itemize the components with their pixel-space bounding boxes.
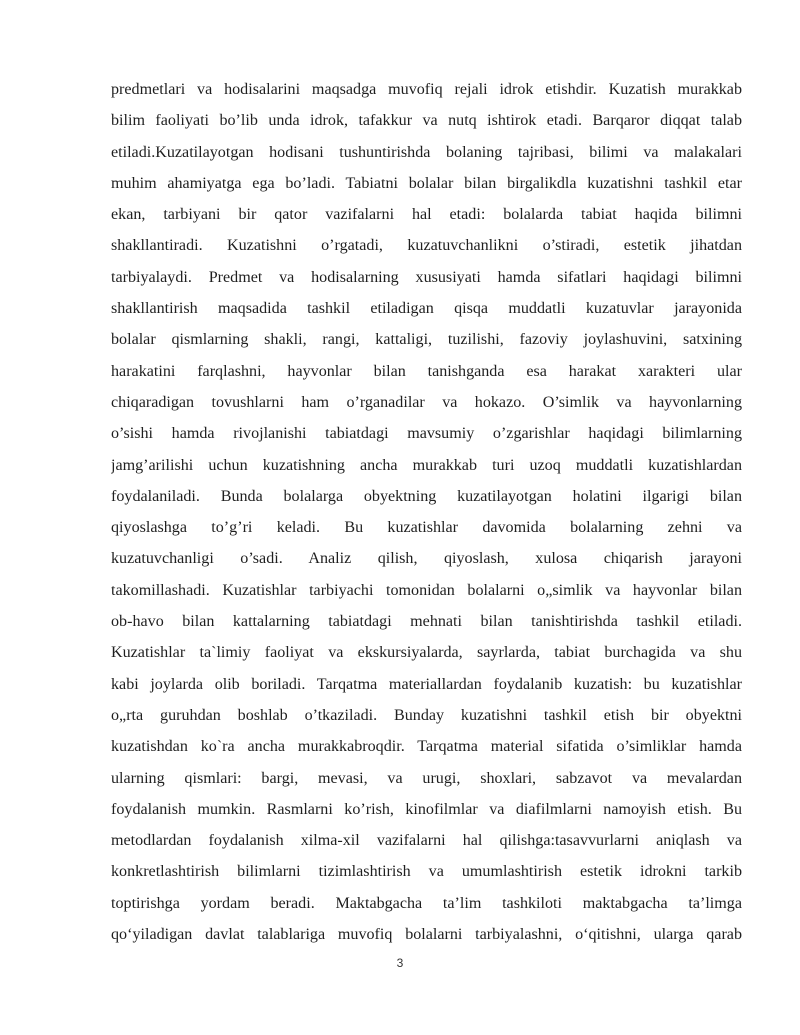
text-line: kuzatuvchanligi o’sadi. Analiz qilish, qiyoslash, xulosa chiqarish jarayoni [111, 550, 742, 568]
text-line: ekan, tarbiyani bir qator vazifalarni hal etadi: bolalarda tabiat haqida bilimni [111, 206, 742, 224]
text-line: bolalar qismlarning shakli, rangi, kattaligi, tuzilishi, fazoviy joylashuvini, satxining [111, 331, 742, 349]
text-line: foydalanish mumkin. Rasmlarni ko’rish, kinofilmlar va diafilmlarni namoyish etish. Bu [111, 800, 742, 818]
text-line: etiladi.Kuzatilayotgan hodisani tushuntirishda bolaning tajribasi, bilimi va malakalari [111, 143, 742, 161]
text-line: tarbiyalaydi. Predmet va hodisalarning xususiyati hamda sifatlari haqidagi bilimni [111, 268, 742, 286]
text-line: kabi joylarda olib boriladi. Tarqatma materiallardan foydalanib kuzatish: bu kuzatishlar [111, 675, 742, 693]
text-line: metodlardan foydalanish xilma-xil vazifalarni hal qilishga:tasavvurlarni aniqlash va [111, 832, 742, 850]
text-line: Kuzatishlar ta`limiy faoliyat va ekskursiyalarda, sayrlarda, tabiat burchagida va shu [111, 644, 742, 662]
text-line: harakatini farqlashni, hayvonlar bilan tanishganda esa harakat xarakteri ular [111, 362, 742, 380]
text-line: shakllantiradi. Kuzatishni o’rgatadi, kuzatuvchanlikni o’stiradi, estetik jihatdan [111, 237, 742, 255]
text-line: ob-havo bilan kattalarning tabiatdagi mehnati bilan tanishtirishda tashkil etiladi. [111, 613, 742, 631]
text-line: takomillashadi. Kuzatishlar tarbiyachi tomonidan bolalarni o„simlik va hayvonlar bilan [111, 581, 742, 599]
body-paragraph [111, 74, 742, 950]
text-line: predmetlari va hodisalarini maqsadga muvofiq rejali idrok etishdir. Kuzatish murakkab [111, 81, 742, 98]
text-line: toptirishga yordam beradi. Maktabgacha ta’lim tashkiloti maktabgacha ta’limga [111, 894, 742, 912]
text-line: o„rta guruhdan boshlab o’tkaziladi. Bunday kuzatishni tashkil etish bir obyektni [111, 706, 742, 724]
text-line: foydalaniladi. Bunda bolalarga obyektning kuzatilayotgan holatini ilgarigi bilan [111, 487, 742, 505]
page-number: 3 [396, 956, 404, 970]
text-line: muhim ahamiyatga ega bo’ladi. Tabiatni bolalar bilan birgalikdla kuzatishni tashkil etar [111, 174, 742, 192]
text-line: jamg’arilishi uchun kuzatishning ancha murakkab turi uzoq muddatli kuzatishlardan [111, 456, 742, 474]
text-line: kuzatishdan ko`ra ancha murakkabroqdir. Tarqatma material sifatida o’simliklar hamda [111, 738, 742, 756]
text-line: bilim faoliyati bo’lib unda idrok, tafakkur va nutq ishtirok etadi. Barqaror diqqat talab [111, 112, 742, 130]
text-line: qiyoslashga to’g’ri keladi. Bu kuzatishlar davomida bolalarning zehni va [111, 519, 742, 537]
text-line: chiqaradigan tovushlarni ham o’rganadilar va hokazo. O’simlik va hayvonlarning [111, 393, 742, 411]
text-line: konkretlashtirish bilimlarni tizimlashtirish va umumlashtirish estetik idrokni tarkib [111, 863, 742, 881]
text-line: ularning qismlari: bargi, mevasi, va urugi, shoxlari, sabzavot va mevalardan [111, 769, 742, 787]
text-line: shakllantirish maqsadida tashkil etiladigan qisqa muddatli kuzatuvlar jarayonida [111, 300, 742, 318]
text-line: qo‘yiladigan davlat talablariga muvofiq bolalarni tarbiyalashni, o‘qitishni, ularga qarab [111, 926, 742, 944]
text-line: o’sishi hamda rivojlanishi tabiatdagi mavsumiy o’zgarishlar haqidagi bilimlarning [111, 425, 742, 443]
